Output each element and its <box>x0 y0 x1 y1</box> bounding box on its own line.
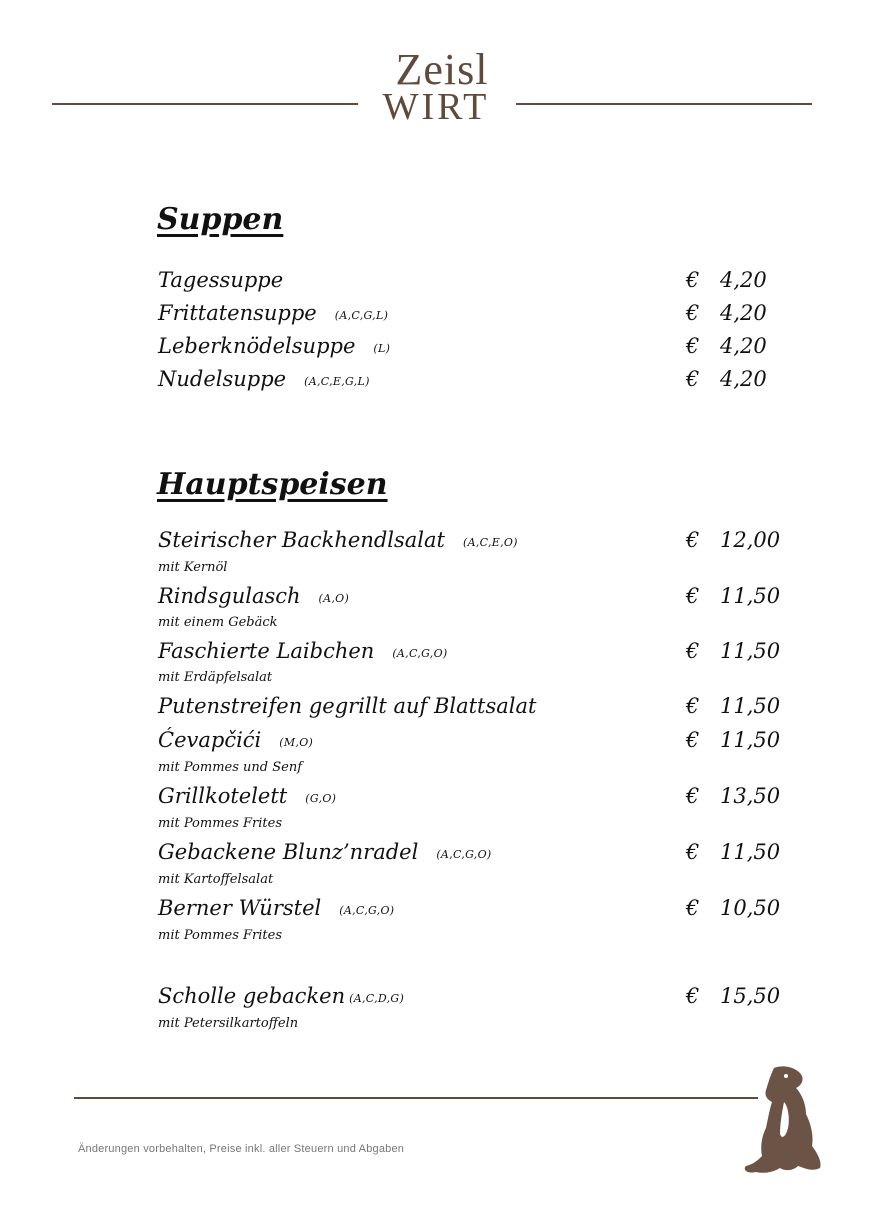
menu-item-price: 11,50 <box>720 639 781 663</box>
menu-item-description: mit Pommes Frites <box>158 928 283 943</box>
allergen-codes: (A,C,G,O) <box>339 904 395 917</box>
menu-item-price: 15,50 <box>720 984 781 1008</box>
currency-symbol: € <box>686 840 700 864</box>
menu-item-name: Berner Würstel (A,C,G,O) <box>158 896 395 920</box>
allergen-codes: (A,C,G,O) <box>392 647 448 660</box>
footer-rule <box>74 1097 758 1099</box>
allergen-codes: (M,O) <box>279 736 314 749</box>
allergen-codes: (L) <box>373 342 391 355</box>
menu-item-price: 4,20 <box>720 367 767 391</box>
allergen-codes: (A,C,E,G,L) <box>304 375 370 388</box>
allergen-codes: (A,C,E,O) <box>462 536 518 549</box>
menu-item-price: 11,50 <box>720 728 781 752</box>
menu-item-description: mit einem Gebäck <box>158 615 278 630</box>
menu-item-description: mit Pommes und Senf <box>158 760 303 775</box>
menu-item-name: Scholle gebacken (A,C,D,G) <box>158 984 405 1008</box>
menu-item-description: mit Petersilkartoffeln <box>158 1016 299 1031</box>
menu-item-name: Putenstreifen gegrillt auf Blattsalat <box>158 694 537 718</box>
section-title-suppen: Suppen <box>157 202 284 237</box>
menu-item-price: 10,50 <box>720 896 781 920</box>
menu-item-price: 11,50 <box>720 694 781 718</box>
menu-item-price: 11,50 <box>720 584 781 608</box>
menu-item-price: 4,20 <box>720 301 767 325</box>
menu-item-price: 12,00 <box>720 528 781 552</box>
menu-item-name: Grillkotelett (G,O) <box>158 784 337 808</box>
logo-line-1: Zeisl <box>395 45 489 94</box>
section-title-hauptspeisen: Hauptspeisen <box>157 467 388 502</box>
footer-note: Änderungen vorbehalten, Preise inkl. aller Steuern und Abgaben <box>78 1143 405 1155</box>
menu-item-price: 4,20 <box>720 334 767 358</box>
allergen-codes: (G,O) <box>305 792 337 805</box>
menu-item-name: Rindsgulasch (A,O) <box>158 584 350 608</box>
currency-symbol: € <box>686 367 700 391</box>
currency-symbol: € <box>686 584 700 608</box>
menu-item-name: Tagessuppe <box>158 268 284 292</box>
menu-item-name: Gebackene Blunz’nradel (A,C,G,O) <box>158 840 492 864</box>
allergen-codes: (A,O) <box>318 592 350 605</box>
menu-item-description: mit Erdäpfelsalat <box>158 670 273 685</box>
menu-item-price: 13,50 <box>720 784 781 808</box>
menu-item-description: mit Pommes Frites <box>158 816 283 831</box>
currency-symbol: € <box>686 528 700 552</box>
currency-symbol: € <box>686 639 700 663</box>
currency-symbol: € <box>686 268 700 292</box>
header-rule-right <box>516 103 812 105</box>
allergen-codes: (A,C,D,G) <box>349 992 405 1005</box>
header-rule-left <box>52 103 358 105</box>
currency-symbol: € <box>686 301 700 325</box>
menu-item-description: mit Kernöl <box>158 560 228 575</box>
logo-line-2: WIRT <box>382 86 490 128</box>
menu-item-name: Faschierte Laibchen (A,C,G,O) <box>158 639 448 663</box>
currency-symbol: € <box>686 984 700 1008</box>
currency-symbol: € <box>686 334 700 358</box>
menu-item-name: Ćevapčići (M,O) <box>158 728 314 752</box>
currency-symbol: € <box>686 728 700 752</box>
menu-item-name: Frittatensuppe (A,C,G,L) <box>158 301 389 325</box>
menu-item-name: Nudelsuppe (A,C,E,G,L) <box>158 367 370 391</box>
allergen-codes: (A,C,G,O) <box>436 848 492 861</box>
menu-item-name: Steirischer Backhendlsalat (A,C,E,O) <box>158 528 518 552</box>
allergen-codes: (A,C,G,L) <box>334 309 389 322</box>
menu-item-name: Leberknödelsuppe (L) <box>158 334 391 358</box>
currency-symbol: € <box>686 896 700 920</box>
menu-item-price: 11,50 <box>720 840 781 864</box>
marmot-icon <box>740 1062 824 1178</box>
currency-symbol: € <box>686 694 700 718</box>
currency-symbol: € <box>686 784 700 808</box>
menu-item-description: mit Kartoffelsalat <box>158 872 274 887</box>
menu-item-price: 4,20 <box>720 268 767 292</box>
